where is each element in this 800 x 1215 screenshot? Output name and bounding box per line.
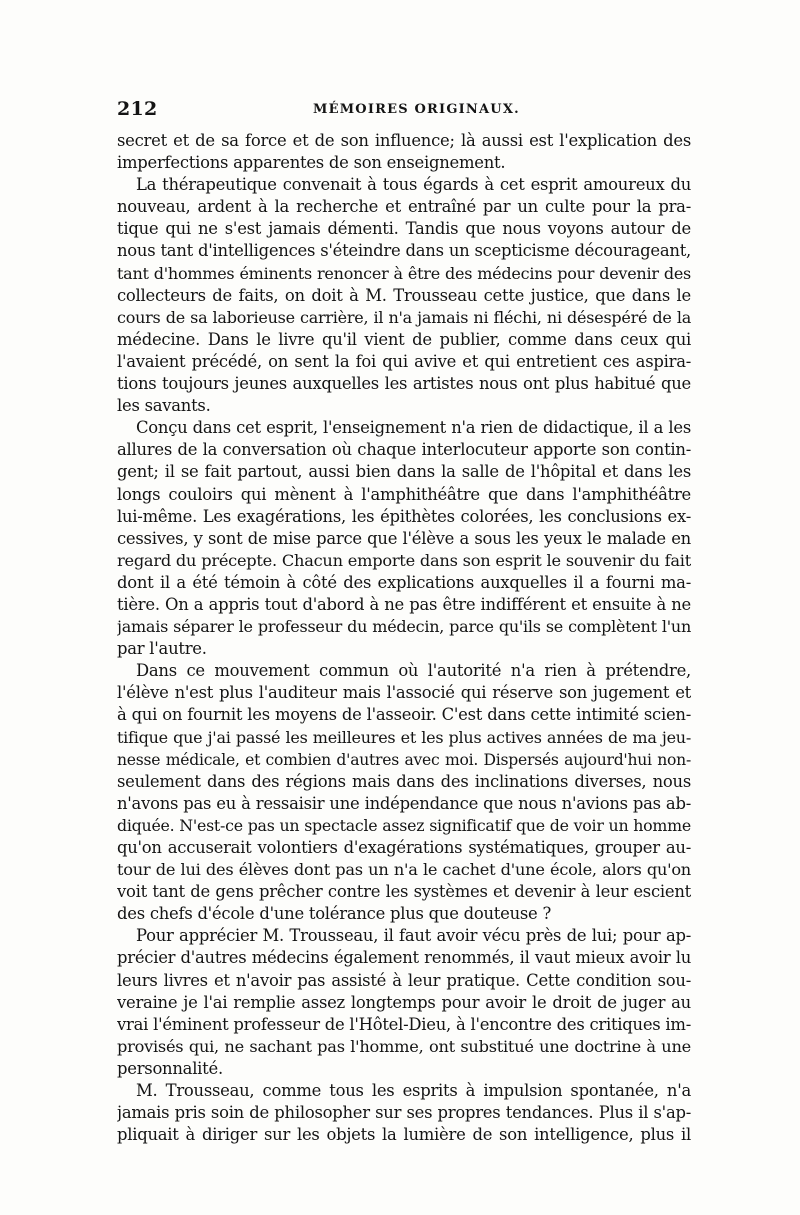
text-line: tant d'hommes éminents renoncer à être des médecins pour devenir des <box>117 263 691 283</box>
text-line: des chefs d'école d'une tolérance plus que douteuse ? <box>117 904 551 924</box>
running-head: MÉMOIRES ORIGINAUX. <box>313 102 520 117</box>
text-line: Conçu dans cet esprit, l'enseignement n'a rien de didactique, il a les <box>136 418 691 438</box>
page-header <box>117 98 695 122</box>
text-line: regard du précepte. Chacun emporte dans son esprit le souvenir du fait <box>117 550 691 570</box>
page-number: 212 <box>117 98 158 120</box>
text-line: jamais pris soin de philosopher sur ses propres tendances. Plus il s'ap- <box>117 1103 691 1123</box>
text-line: nesse médicale, et combien d'autres avec moi. Dispersés aujourd'hui non- <box>117 750 691 769</box>
text-line: vrai l'éminent professeur de l'Hôtel-Dieu, à l'encontre des critiques im- <box>117 1014 691 1034</box>
text-line: provisés qui, ne sachant pas l'homme, ont substitué une doctrine à une <box>117 1036 691 1056</box>
text-line: longs couloirs qui mènent à l'amphithéâtre que dans l'amphithéâtre <box>117 484 691 504</box>
text-line: dont il a été témoin à côté des explications auxquelles il a fourni ma- <box>117 572 691 592</box>
text-line: tifique que j'ai passé les meilleures et les plus actives années de ma jeu- <box>117 727 691 747</box>
text-line: leurs livres et n'avoir pas assisté à leur pratique. Cette condition sou- <box>117 970 691 990</box>
text-line: personnalité. <box>117 1058 223 1078</box>
text-line: nouveau, ardent à la recherche et entraîné par un culte pour la pra- <box>117 197 691 217</box>
text-line: qu'on accuserait volontiers d'exagérations systématiques, grouper au- <box>117 838 691 857</box>
text-line: médecine. Dans le livre qu'il vient de publier, comme dans ceux qui <box>117 329 691 349</box>
text-line: cessives, y sont de mise parce que l'élève a sous les yeux le malade en <box>117 528 691 548</box>
text-line: diquée. N'est-ce pas un spectacle assez significatif que de voir un homme <box>117 815 691 835</box>
text-line: par l'autre. <box>117 639 207 659</box>
text-line: l'élève n'est plus l'auditeur mais l'associé qui réserve son jugement et <box>117 683 691 703</box>
text-line: M. Trousseau, comme tous les esprits à impulsion spontanée, n'a <box>136 1081 691 1101</box>
text-line: nous tant d'intelligences s'éteindre dans un scepticisme décourageant, <box>117 241 691 261</box>
text-line: veraine je l'ai remplie assez longtemps pour avoir le droit de juger au <box>117 992 691 1012</box>
text-line: imperfections apparentes de son enseignement. <box>117 153 506 173</box>
text-line: tions toujours jeunes auxquelles les artistes nous ont plus habitué que <box>117 374 691 394</box>
text-line: Dans ce mouvement commun où l'autorité n'a rien à prétendre, <box>136 661 691 681</box>
text-line: Pour apprécier M. Trousseau, il faut avoir vécu près de lui; pour ap- <box>136 926 691 946</box>
text-line: tour de lui des élèves dont pas un n'a le cachet d'une école, alors qu'on <box>117 860 691 880</box>
text-line: n'avons pas eu à ressaisir une indépendance que nous n'avions pas ab- <box>117 793 691 813</box>
text-line: jamais séparer le professeur du médecin, parce qu'ils se complètent l'un <box>117 617 691 637</box>
text-line: l'avaient précédé, on sent la foi qui avive et qui entretient ces aspira- <box>117 351 691 371</box>
text-line: tique qui ne s'est jamais démenti. Tandis que nous voyons autour de <box>117 219 691 239</box>
text-line: collecteurs de faits, on doit à M. Trousseau cette justice, que dans le <box>117 285 691 305</box>
text-line: seulement dans des régions mais dans des inclinations diverses, nous <box>117 771 691 791</box>
text-line: voit tant de gens prêcher contre les systèmes et devenir à leur escient <box>117 882 691 902</box>
text-line: les savants. <box>117 396 211 416</box>
text-line: La thérapeutique convenait à tous égards à cet esprit amoureux du <box>136 175 691 195</box>
text-line: cours de sa laborieuse carrière, il n'a jamais ni fléchi, ni désespéré de la <box>117 307 691 327</box>
text-line: gent; il se fait partout, aussi bien dans la salle de l'hôpital et dans les <box>117 462 691 482</box>
text-line: à qui on fournit les moyens de l'asseoir. C'est dans cette intimité scien- <box>117 705 691 725</box>
text-line: secret et de sa force et de son influence; là aussi est l'explication des <box>117 131 691 150</box>
text-line: lui-même. Les exagérations, les épithètes colorées, les conclusions ex- <box>117 506 691 526</box>
body-text <box>117 130 691 1146</box>
text-line: tière. On a appris tout d'abord à ne pas être indifférent et ensuite à ne <box>117 594 691 614</box>
text-line: allures de la conversation où chaque interlocuteur apporte son contin- <box>117 440 691 460</box>
text-line: précier d'autres médecins également renommés, il vaut mieux avoir lu <box>117 948 691 968</box>
text-line: pliquait à diriger sur les objets la lumière de son intelligence, plus il <box>117 1125 691 1145</box>
